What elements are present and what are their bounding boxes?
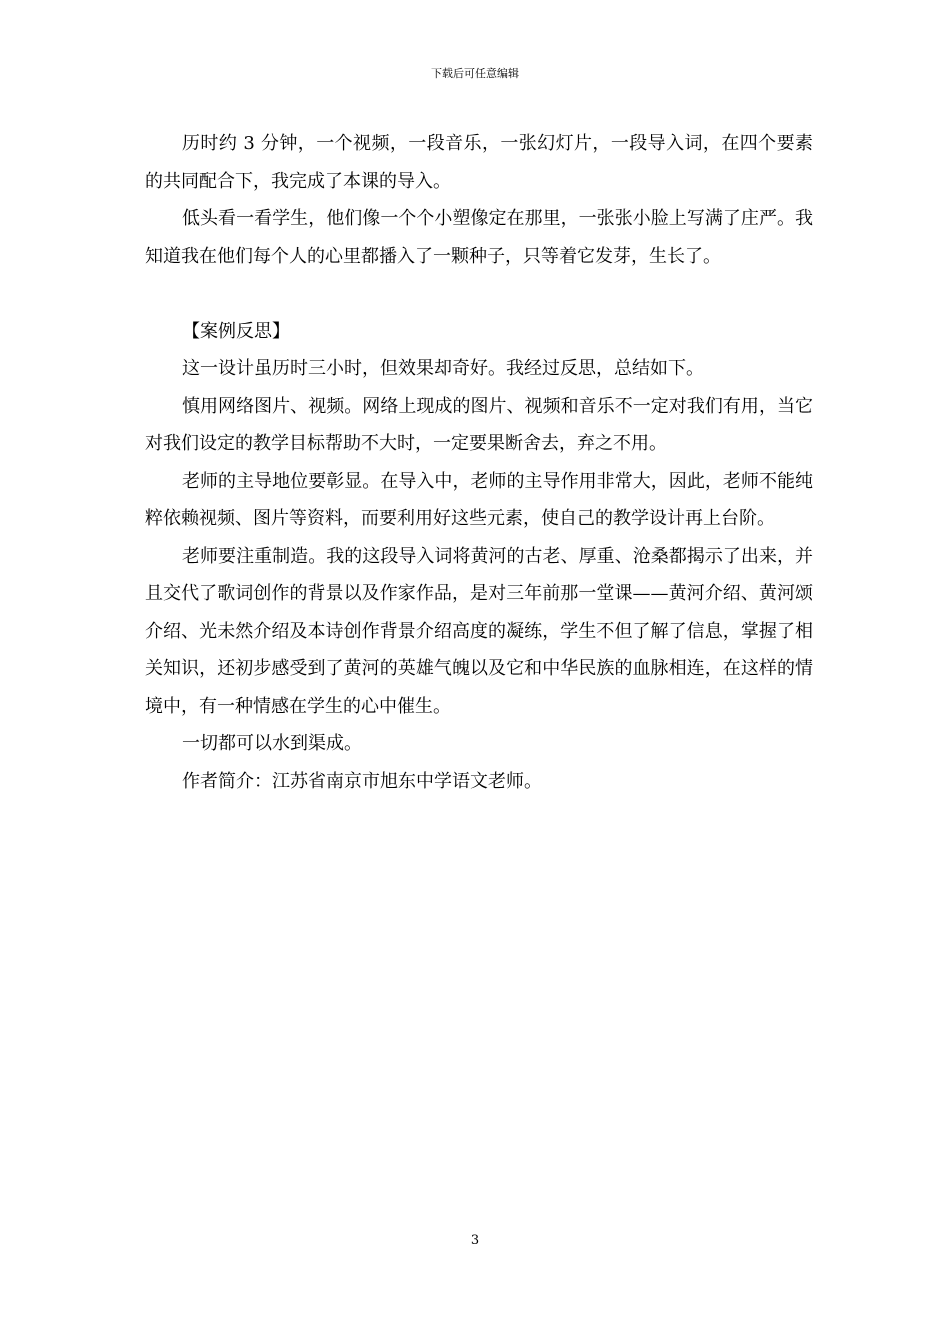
paragraph-teacher-creation: 老师要注重制造。我的这段导入词将黄河的古老、厚重、沧桑都揭示了出来，并且交代了歌词创作的背景以及作家作品，是对三年前那一堂课——黄河介绍、黄河颂介绍、光未然介绍及本诗创作背景介绍高度的凝练，学生不但了解了信息，掌握了相关知识，还初步感受到了黄河的英雄气魄以及它和中华民族的血脉相连，在这样的情境中，有一种情感在学生的心中催生。 bbox=[145, 545, 813, 717]
paragraph-intro-timing: 历时约 3 分钟，一个视频，一段音乐，一张幻灯片，一段导入词，在四个要素的共同配合下，我完成了本课的导入。 bbox=[145, 133, 813, 192]
paragraph-teacher-role: 老师的主导地位要彰显。在导入中，老师的主导作用非常大，因此，老师不能纯粹依赖视频、图片等资料，而要利用好这些元素，使自己的教学设计再上台阶。 bbox=[145, 470, 813, 529]
paragraph-conclusion: 一切都可以水到渠成。 bbox=[182, 733, 362, 754]
page-header: 下载后可任意编辑 bbox=[431, 67, 519, 80]
paragraph-students: 低头看一看学生，他们像一个个小塑像定在那里，一张张小脸上写满了庄严。我知道我在他们每个人的心里都播入了一颗种子，只等着它发芽，生长了。 bbox=[145, 208, 813, 267]
paragraph-author-bio: 作者简介：江苏省南京市旭东中学语文老师。 bbox=[182, 770, 542, 792]
page-number: 3 bbox=[470, 1233, 480, 1248]
section-heading-reflection: 【案例反思】 bbox=[182, 320, 290, 342]
paragraph-network-media: 慎用网络图片、视频。网络上现成的图片、视频和音乐不一定对我们有用，当它对我们设定的教学目标帮助不大时，一定要果断舍去，弃之不用。 bbox=[145, 395, 813, 454]
document-body bbox=[145, 125, 813, 800]
paragraph-summary: 这一设计虽历时三小时，但效果却奇好。我经过反思，总结如下。 bbox=[182, 358, 704, 379]
blank-line bbox=[145, 275, 813, 313]
